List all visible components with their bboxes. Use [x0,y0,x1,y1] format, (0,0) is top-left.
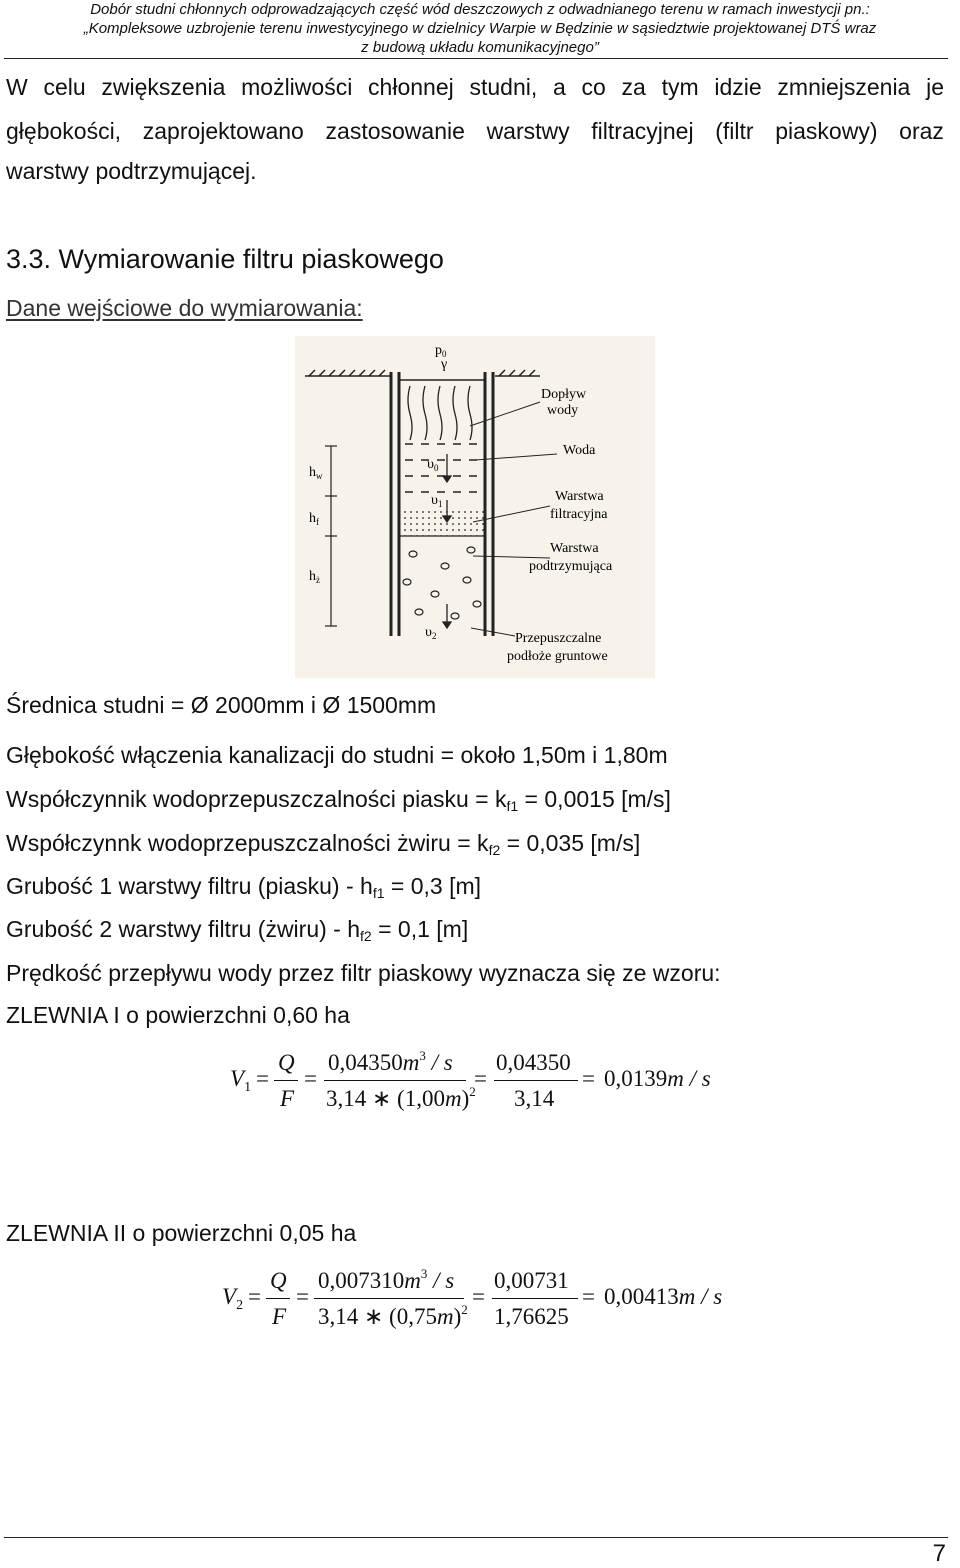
intro-word: głębokości, [6,118,122,144]
intro-line-1 [6,74,944,101]
dimension-line [325,446,337,626]
intro-word: W [6,74,28,100]
v2-label: $\upsilon_2$ [425,625,437,641]
intro-word: zastosowanie [325,118,465,144]
z1-den2: 3,14 ∗ $(1,00m)^2$ [326,1084,476,1111]
inflow-label-1: Dopływ [541,387,587,402]
z2-den2: 3,14 ∗ $(0,75m)^2$ [318,1302,468,1329]
support-label-2: podtrzymująca [529,559,613,574]
intro-word: chłonnej [368,74,454,100]
intro-word: oraz [899,118,944,144]
intro-word: piaskowy) [775,118,878,144]
hz-label: $h_ż$ [309,569,320,585]
sand-permeability: Współczynnik wodoprzepuszczalności piasku = $k_{f1} = 0,0015$ [m/s] [6,786,671,814]
inflow-arrows [408,386,472,440]
water-lines [405,444,477,492]
intro-word: studni, [469,74,538,100]
velocity-formula-intro: Prędkość przepływu wody przez filtr piaskowy wyznacza się ze wzoru: [6,960,721,986]
zlewnia-1-label: ZLEWNIA I o powierzchni 0,60 ha [6,1002,350,1028]
intro-word: co [581,74,606,100]
z1-result: 0,0139m / s [604,1066,711,1091]
v1-label: $\upsilon_1$ [431,493,443,509]
filter-label-1: Warstwa [555,489,604,504]
ground-label-1: Przepuszczalne [515,631,602,646]
intro-word: za [621,74,646,100]
intro-word: je [926,74,944,100]
v2-symbol: $V_2$ [222,1284,244,1313]
support-layer [403,547,481,619]
ground-label-2: podłoże gruntowe [507,649,608,664]
support-label-1: Warstwa [550,541,599,556]
header-line-2: „Kompleksowe uzbrojenie terenu inwestycyjnego w dzielnicy Warpie w Będzinie w sąsiedztwie projektowanej DTŚ wraz [83,20,877,37]
intro-word: zwiększenia [101,74,226,100]
intro-word: tym [661,74,699,100]
hf-label: $h_f$ [309,511,319,527]
header-rule [4,58,948,59]
intro-word: filtracyjnej [591,118,694,144]
z1-num2: $0,04350m^3$ / s [328,1048,453,1075]
page-header [0,0,960,57]
gamma-label: γ [441,357,448,372]
filter-diagram-svg [295,336,655,678]
filter-diagram-image [295,336,655,678]
intro-word: a [552,74,566,100]
ground-surface-hatch [305,370,540,376]
intro-word: celu [43,74,86,100]
zlewnia-2-label: ZLEWNIA II o powierzchni 0,05 ha [6,1220,357,1246]
inflow-label-2: wody [547,403,579,418]
inlet-depth: Głębokość włączenia kanalizacji do studni = około 1,50m i 1,80m [6,742,668,768]
well-diameter: Średnica studni = Ø 2000mm i Ø 1500mm [6,692,437,718]
z2-result: 0,00413m / s [604,1284,723,1309]
gravel-permeability: Współczynnk wodoprzepuszczalności żwiru = $k_{f2} = 0,035$ [m/s] [6,830,641,858]
footer-rule [4,1537,948,1538]
section-title: 3.3. Wymiarowanie filtru piaskowego [6,244,444,274]
v1-symbol: $V_1$ [230,1066,252,1095]
header-line-1: Dobór studni chłonnych odprowadzających część wód deszczowych z odwadnianego terenu w ramach inwestycji pn.: [90,1,870,18]
intro-word: zmniejszenia [777,74,911,100]
intro-word: możliwości [241,74,353,100]
filter-label-2: filtracyjna [550,507,608,522]
intro-line-2 [6,118,944,145]
p0-label: $p_0$ [435,343,447,359]
zlewnia-2-equation: $V_2$ = Q F = $0,007310m^3$ / s 3,14 ∗ $(0,75m)^2$ = 0,00731 1,76625 = 0,00413m / s [222,1266,723,1329]
intro-word: idzie [714,74,762,100]
filter-layer [399,508,485,536]
page-number: 7 [932,1540,946,1567]
header-line-3: z budową układu komunikacyjnego” [361,39,599,56]
zlewnia-1-equation: $V_1$ = Q F = $0,04350m^3$ / s 3,14 ∗ $(1,00m)^2$ = 0,04350 3,14 = 0,0139m / s [230,1048,711,1111]
z2-num2: $0,007310m^3$ / s [318,1266,455,1293]
v0-label: $\upsilon_0$ [427,457,439,473]
water-label: Woda [563,443,596,458]
intro-line-3: warstwy podtrzymującej. [6,158,257,184]
input-data-label: Dane wejściowe do wymiarowania: [6,295,363,321]
hw-label: $h_w$ [309,465,323,481]
layer1-thickness: Grubość 1 warstwy filtru (piasku) - $h_{f1} = 0,3$ [m] [6,873,482,901]
layer2-thickness: Grubość 2 warstwy filtru (żwiru) - $h_{f2} = 0,1$ [m] [6,916,469,944]
intro-word: zaprojektowano [142,118,304,144]
intro-word: warstwy [486,118,570,144]
velocity-arrows [443,454,451,628]
intro-word: (filtr [715,118,754,144]
